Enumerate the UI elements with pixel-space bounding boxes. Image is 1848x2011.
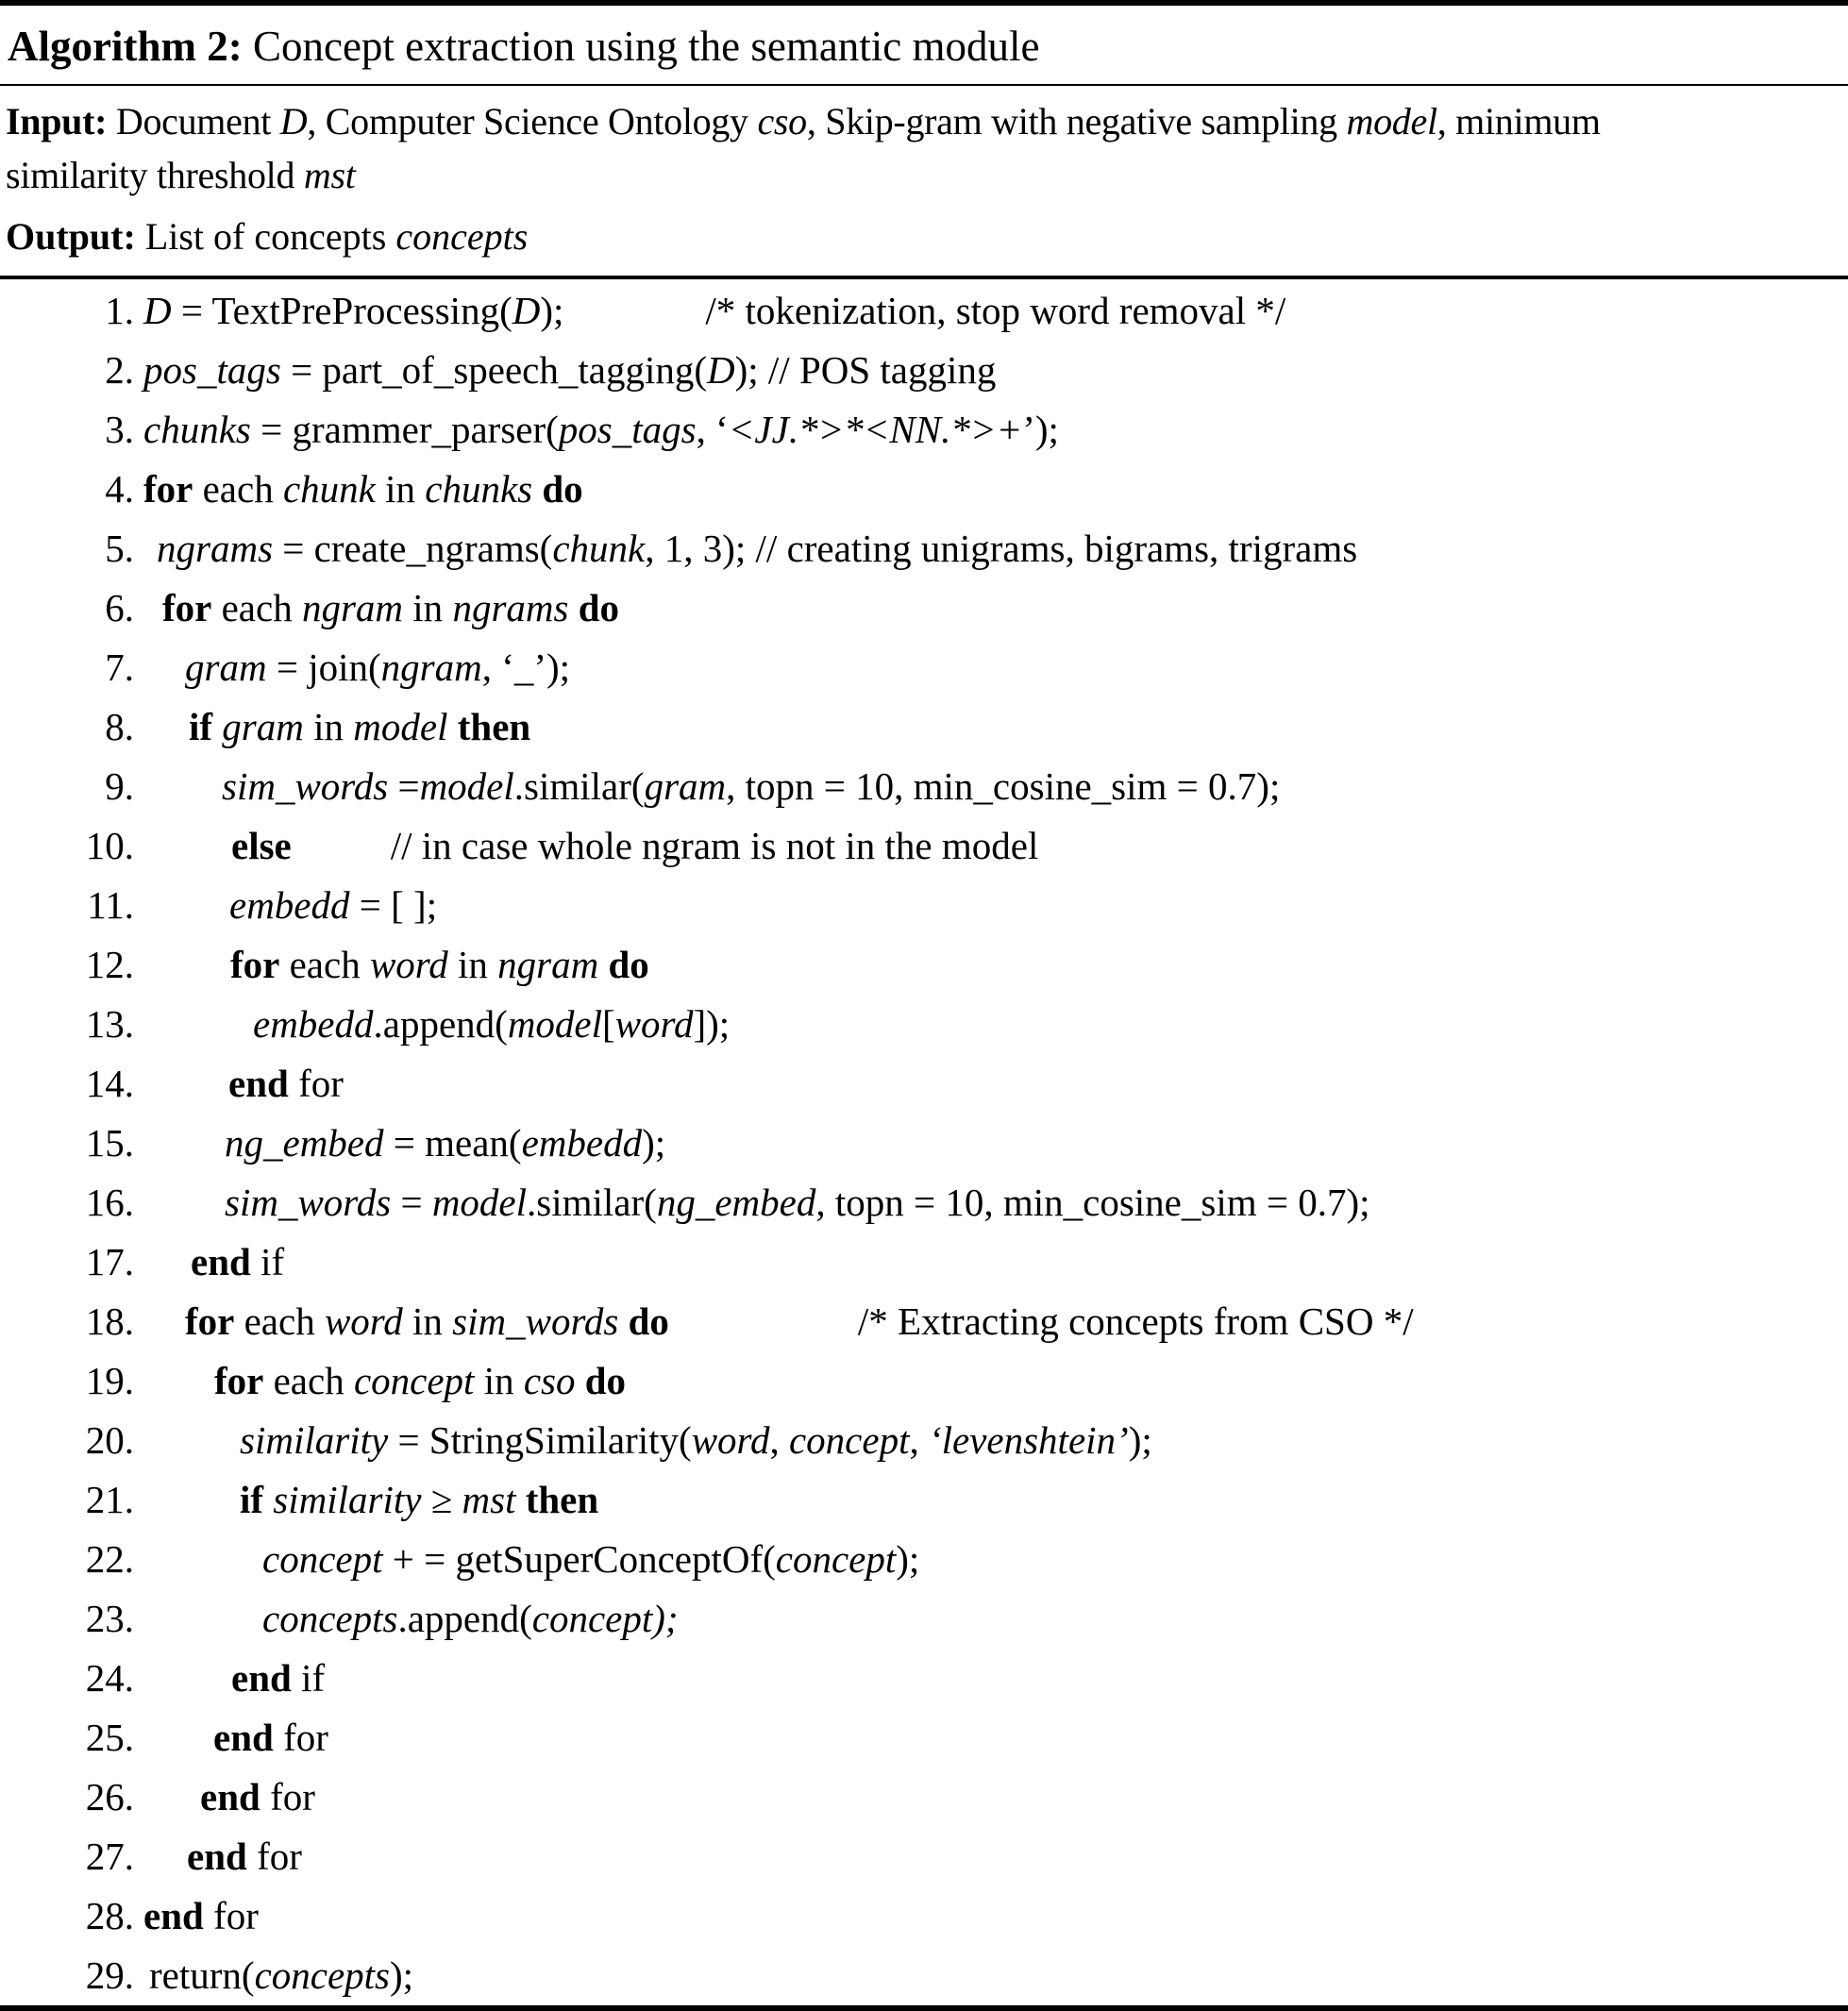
text-segment: ’); <box>1022 408 1059 452</box>
line-content <box>134 1001 730 1047</box>
algorithm-line-2 <box>0 341 1848 400</box>
text-segment: = mean( <box>383 1121 522 1165</box>
text-segment: mst <box>303 154 356 197</box>
text-segment: ); <box>1128 1418 1152 1463</box>
text-segment: , ‘ <box>696 408 729 452</box>
line-content <box>134 942 649 987</box>
line-content <box>134 1180 1370 1225</box>
line-number: 9. <box>105 764 134 809</box>
text-segment: ); <box>390 1953 414 1998</box>
text-segment: do <box>584 1359 627 1403</box>
line-content <box>134 347 996 393</box>
line-number: 10. <box>85 824 134 868</box>
line-content <box>134 1834 302 1879</box>
text-segment: else <box>231 824 292 868</box>
text-segment: end <box>213 1716 274 1760</box>
text-segment: /* Extracting concepts from CSO */ <box>857 1299 1414 1344</box>
algorithm-line-28 <box>0 1886 1848 1946</box>
algorithm-line-3 <box>0 400 1848 460</box>
text-segment: /* tokenization, stop word removal */ <box>705 289 1286 333</box>
text-segment: = TextPreProcessing( <box>171 289 512 333</box>
line-number: 7. <box>105 645 134 690</box>
text-segment: ngrams <box>452 586 569 630</box>
text-segment: = StringSimilarity( <box>388 1418 692 1463</box>
algorithm-line-15 <box>0 1114 1848 1173</box>
text-segment: do <box>578 586 620 630</box>
algorithm-line-21 <box>0 1470 1848 1530</box>
text-segment: <JJ.*>*<NN.*>+ <box>728 408 1023 452</box>
line-number: 3. <box>105 408 134 452</box>
algorithm-title <box>0 6 1848 84</box>
text-segment: Concept extraction using the semantic module <box>242 23 1040 70</box>
algorithm-line-12 <box>0 935 1848 995</box>
text-segment: , topn = 10, min_cosine_sim = 0.7); <box>726 764 1281 809</box>
line-number: 21. <box>85 1478 134 1522</box>
text-segment: chunk <box>552 527 646 571</box>
algorithm-line-7 <box>0 638 1848 697</box>
text-segment: end <box>143 1894 204 1938</box>
line-number: 8. <box>105 705 134 749</box>
text-segment: each <box>211 586 302 630</box>
text-segment: word <box>691 1418 770 1463</box>
text-segment: end <box>228 1062 289 1106</box>
text-segment: for <box>260 1775 315 1819</box>
algorithm-line-1 <box>0 281 1848 341</box>
line-content <box>134 1774 315 1819</box>
line-number: 22. <box>85 1537 134 1582</box>
line-content <box>134 1120 665 1165</box>
text-segment: similarity threshold <box>6 154 304 197</box>
text-segment <box>568 586 578 629</box>
algorithm-line-10 <box>0 816 1848 876</box>
line-number: 28. <box>85 1894 134 1938</box>
algorithm-line-6 <box>0 578 1848 638</box>
algorithm-line-8 <box>0 697 1848 757</box>
text-segment: ≥ <box>421 1478 462 1522</box>
text-segment: , Computer Science Ontology <box>307 100 758 143</box>
line-number: 18. <box>85 1299 134 1344</box>
algorithm-line-25 <box>0 1708 1848 1768</box>
text-segment: for <box>273 1716 328 1760</box>
text-segment: = create_ngrams( <box>273 527 553 571</box>
algorithm-line-14 <box>0 1054 1848 1114</box>
algorithm-line-26 <box>0 1768 1848 1827</box>
line-number: 20. <box>85 1418 134 1463</box>
text-segment: D <box>707 348 735 393</box>
text-segment: .similar( <box>527 1181 657 1225</box>
algorithm-line-11 <box>0 876 1848 935</box>
text-segment: cso <box>757 100 807 143</box>
algorithm-line-13 <box>0 995 1848 1054</box>
text-segment: Document <box>107 100 280 143</box>
algorithm-line-27 <box>0 1827 1848 1886</box>
text-segment: similarity <box>240 1418 389 1463</box>
line-content <box>134 704 530 749</box>
algorithm-line-17 <box>0 1232 1848 1292</box>
line-number: 27. <box>85 1835 134 1879</box>
text-segment: if <box>189 705 213 749</box>
text-segment: for <box>288 1062 344 1106</box>
text-segment: for <box>214 1359 264 1403</box>
algorithm-output-line <box>6 210 1842 264</box>
text-segment <box>618 1299 628 1343</box>
text-segment: concepts <box>395 214 529 258</box>
text-segment: ); <box>540 289 564 333</box>
text-segment: in <box>375 467 426 511</box>
line-content <box>134 1239 284 1284</box>
text-segment: in <box>402 1299 453 1344</box>
text-segment: concepts <box>254 1953 391 1998</box>
algorithm-line-23 <box>0 1589 1848 1649</box>
line-content <box>134 1417 1152 1463</box>
text-segment: end <box>187 1835 247 1879</box>
line-content <box>134 1477 598 1522</box>
line-content <box>134 1952 413 1998</box>
line-content <box>134 882 437 928</box>
text-segment <box>212 705 222 748</box>
text-segment: pos_tags <box>143 348 281 393</box>
text-segment: word <box>614 1002 694 1047</box>
text-segment <box>576 1359 585 1402</box>
algorithm-body <box>0 279 1848 2005</box>
text-segment: = <box>388 764 420 809</box>
text-segment: sim_words <box>225 1181 392 1225</box>
text-segment: concept <box>353 1359 475 1403</box>
algorithm-line-16 <box>0 1173 1848 1232</box>
text-segment: , topn = 10, min_cosine_sim = 0.7); <box>815 1181 1370 1225</box>
text-segment <box>447 705 457 748</box>
line-content <box>134 1893 259 1938</box>
text-segment: D <box>512 289 541 333</box>
line-number: 6. <box>105 586 134 630</box>
algorithm-line-22 <box>0 1530 1848 1589</box>
algorithm-line-4 <box>0 460 1848 519</box>
algorithm-line-19 <box>0 1351 1848 1411</box>
line-content <box>134 1596 679 1641</box>
text-segment: embedd <box>521 1121 643 1165</box>
text-segment: Input: <box>6 100 108 143</box>
text-segment: concept <box>788 1418 910 1463</box>
line-content <box>134 1061 344 1106</box>
line-content <box>134 823 1038 868</box>
text-segment: do <box>628 1299 669 1344</box>
text-segment: mst <box>462 1478 516 1522</box>
text-segment <box>515 1478 525 1521</box>
text-segment: = grammer_parser( <box>250 408 559 452</box>
line-number: 4. <box>105 467 134 511</box>
title-divider <box>0 84 1848 86</box>
text-segment <box>263 1478 273 1521</box>
line-number: 29. <box>85 1953 134 1998</box>
text-segment: each <box>193 467 283 511</box>
algorithm-line-9 <box>0 757 1848 816</box>
text-segment: ng_embed <box>656 1181 816 1225</box>
text-segment: concept <box>775 1537 897 1582</box>
line-content <box>134 526 1357 571</box>
text-segment: embedd <box>253 1002 374 1047</box>
text-segment <box>598 943 608 986</box>
algorithm-line-5 <box>0 519 1848 578</box>
text-segment: concept); <box>531 1597 679 1641</box>
line-number: 15. <box>85 1121 134 1165</box>
text-segment: do <box>608 943 649 987</box>
text-segment: = <box>391 1181 432 1225</box>
text-segment: ); // POS tagging <box>734 348 997 393</box>
line-number: 14. <box>85 1062 134 1106</box>
line-number: 17. <box>85 1240 134 1284</box>
text-segment: concepts <box>262 1597 398 1641</box>
line-number: 12. <box>85 943 134 987</box>
text-segment: ngram <box>380 645 482 690</box>
line-number: 5. <box>105 527 134 571</box>
line-content <box>134 763 1280 809</box>
line-number: 2. <box>105 348 134 393</box>
text-segment: embedd <box>229 883 350 928</box>
text-segment: , Skip-gram with negative sampling <box>806 100 1347 143</box>
text-segment: each <box>263 1359 354 1403</box>
text-segment: , ‘_’); <box>481 645 571 690</box>
line-content <box>134 1715 328 1760</box>
text-segment: gram <box>222 705 304 749</box>
text-segment: in <box>403 586 453 630</box>
text-segment: // in case whole ngram is not in the model <box>390 824 1039 868</box>
line-number: 16. <box>85 1181 134 1225</box>
line-number: 25. <box>85 1716 134 1760</box>
text-segment: chunk <box>282 467 376 511</box>
text-segment: return( <box>149 1953 255 1998</box>
line-number: 23. <box>85 1597 134 1641</box>
text-segment: ngram <box>301 586 404 630</box>
line-content <box>134 1358 626 1403</box>
text-segment: .similar( <box>513 764 645 809</box>
text-segment: similarity <box>273 1478 422 1522</box>
algorithm-line-29 <box>0 1946 1848 2005</box>
text-segment: , <box>769 1418 789 1463</box>
text-segment: cso <box>523 1359 576 1403</box>
text-segment: ‘levenshtein’ <box>928 1418 1129 1463</box>
text-segment: Output: <box>6 214 136 258</box>
text-segment: ); <box>896 1537 920 1582</box>
line-content <box>134 466 583 511</box>
line-content <box>134 585 619 630</box>
line-content <box>134 407 1059 452</box>
text-segment: for <box>143 467 193 511</box>
text-segment: end <box>191 1240 251 1284</box>
text-segment: = part_of_speech_tagging( <box>280 348 708 393</box>
text-segment: Algorithm 2: <box>8 23 243 70</box>
text-segment: do <box>542 467 583 511</box>
text-segment: pos_tags <box>558 408 697 452</box>
text-segment: then <box>457 705 531 749</box>
algorithm-line-20 <box>0 1411 1848 1470</box>
line-content <box>134 1655 325 1701</box>
text-segment: , 1, 3); // creating unigrams, bigrams, trigrams <box>645 527 1358 571</box>
algorithm-input-line <box>6 95 1842 203</box>
line-number: 24. <box>85 1656 134 1701</box>
text-segment <box>532 467 542 511</box>
text-segment: sim_words <box>222 764 389 809</box>
text-segment: gram <box>185 645 267 690</box>
text-segment: for <box>185 1299 235 1344</box>
text-segment: sim_words <box>452 1299 619 1344</box>
line-content <box>134 1299 1414 1344</box>
algorithm-line-18 <box>0 1292 1848 1351</box>
text-segment: chunks <box>143 408 251 452</box>
text-segment: , minimum <box>1436 100 1601 143</box>
text-segment: ]); <box>693 1002 731 1047</box>
text-segment: then <box>525 1478 599 1522</box>
text-segment: ngrams <box>157 527 274 571</box>
text-segment: model <box>507 1002 603 1047</box>
text-segment: in <box>303 705 354 749</box>
text-segment: .append( <box>373 1002 508 1047</box>
line-content <box>134 645 570 690</box>
text-segment: model <box>353 705 448 749</box>
text-segment: in <box>474 1359 524 1403</box>
text-segment: if <box>250 1240 285 1284</box>
text-segment: for <box>246 1835 302 1879</box>
text-segment: List of concepts <box>135 214 396 258</box>
text-segment: gram <box>644 764 727 809</box>
text-segment: each <box>234 1299 325 1344</box>
text-segment: for <box>230 943 280 987</box>
text-segment: if <box>240 1478 264 1522</box>
text-segment: word <box>324 1299 403 1344</box>
text-segment: model <box>431 1181 528 1225</box>
text-segment: in <box>447 943 498 987</box>
line-content <box>134 288 1285 333</box>
text-segment: if <box>291 1656 326 1701</box>
text-segment: , <box>909 1418 929 1463</box>
text-segment: ng_embed <box>225 1121 384 1165</box>
text-segment: end <box>231 1656 292 1701</box>
line-number: 11. <box>87 883 134 928</box>
text-segment: D <box>279 100 308 143</box>
text-segment: end <box>200 1775 260 1819</box>
text-segment: model <box>1346 100 1437 143</box>
text-segment: = join( <box>266 645 381 690</box>
algorithm-line-24 <box>0 1649 1848 1708</box>
text-segment: chunks <box>425 467 533 511</box>
line-content <box>134 1536 919 1582</box>
line-number: 13. <box>85 1002 134 1047</box>
text-segment: for <box>162 586 212 630</box>
line-number: 26. <box>85 1775 134 1819</box>
text-segment: for <box>203 1894 259 1938</box>
line-number: 1. <box>105 289 134 333</box>
text-segment: ); <box>642 1121 666 1165</box>
line-number: 19. <box>85 1359 134 1403</box>
text-segment: + = getSuperConceptOf( <box>382 1537 776 1582</box>
text-segment: word <box>369 943 448 987</box>
text-segment: model <box>419 764 514 809</box>
text-segment: each <box>279 943 370 987</box>
text-segment: [ <box>602 1002 615 1047</box>
text-segment: .append( <box>397 1597 532 1641</box>
text-segment: concept <box>262 1537 383 1582</box>
text-segment: = [ ]; <box>349 883 438 928</box>
text-segment: D <box>143 289 172 333</box>
text-segment: ngram <box>497 943 599 987</box>
